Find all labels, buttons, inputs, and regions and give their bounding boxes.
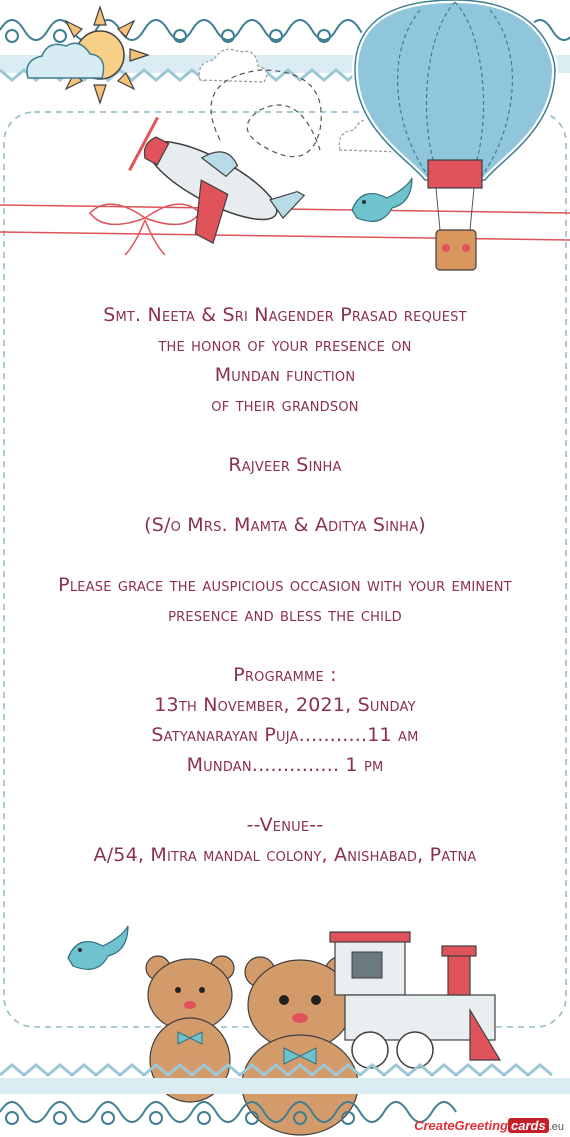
venue-address: A/54, Mitra mandal colony, Anishabad, Patna — [93, 844, 477, 866]
brand-name: CreateGreeting — [414, 1118, 508, 1133]
event-date: 13th November, 2021, Sunday — [154, 694, 416, 716]
function-line: Mundan function — [214, 364, 356, 386]
child-name: Rajveer Sinha — [228, 454, 342, 476]
grace-line-1: Please grace the auspicious occasion with your eminent — [58, 574, 512, 596]
brand-domain: .eu — [548, 1121, 564, 1133]
honor-line: the honor of your presence on — [158, 334, 412, 356]
brand-logo[interactable] — [414, 1118, 564, 1133]
toy-train-icon — [330, 932, 500, 1068]
hot-air-balloon-icon — [355, 0, 555, 270]
hosts-line: Smt. Neeta & Sri Nagender Prasad request — [103, 304, 467, 326]
invitation-text — [0, 300, 570, 870]
airplane-icon — [118, 117, 305, 271]
programme-heading: Programme : — [233, 664, 337, 686]
brand-cards: cards — [508, 1118, 549, 1133]
event-mundan: Mundan.............. 1 pm — [186, 754, 384, 776]
grandson-line: of their grandson — [211, 394, 359, 416]
grace-line-2: presence and bless the child — [168, 604, 402, 626]
event-puja: Satyanarayan Puja...........11 am — [151, 724, 419, 746]
bird-icon — [352, 178, 412, 221]
flight-path — [211, 70, 321, 157]
bird-icon — [68, 926, 128, 969]
parents-line: (S/o Mrs. Mamta & Aditya Sinha) — [144, 514, 426, 536]
venue-heading: --Venue-- — [246, 814, 324, 836]
